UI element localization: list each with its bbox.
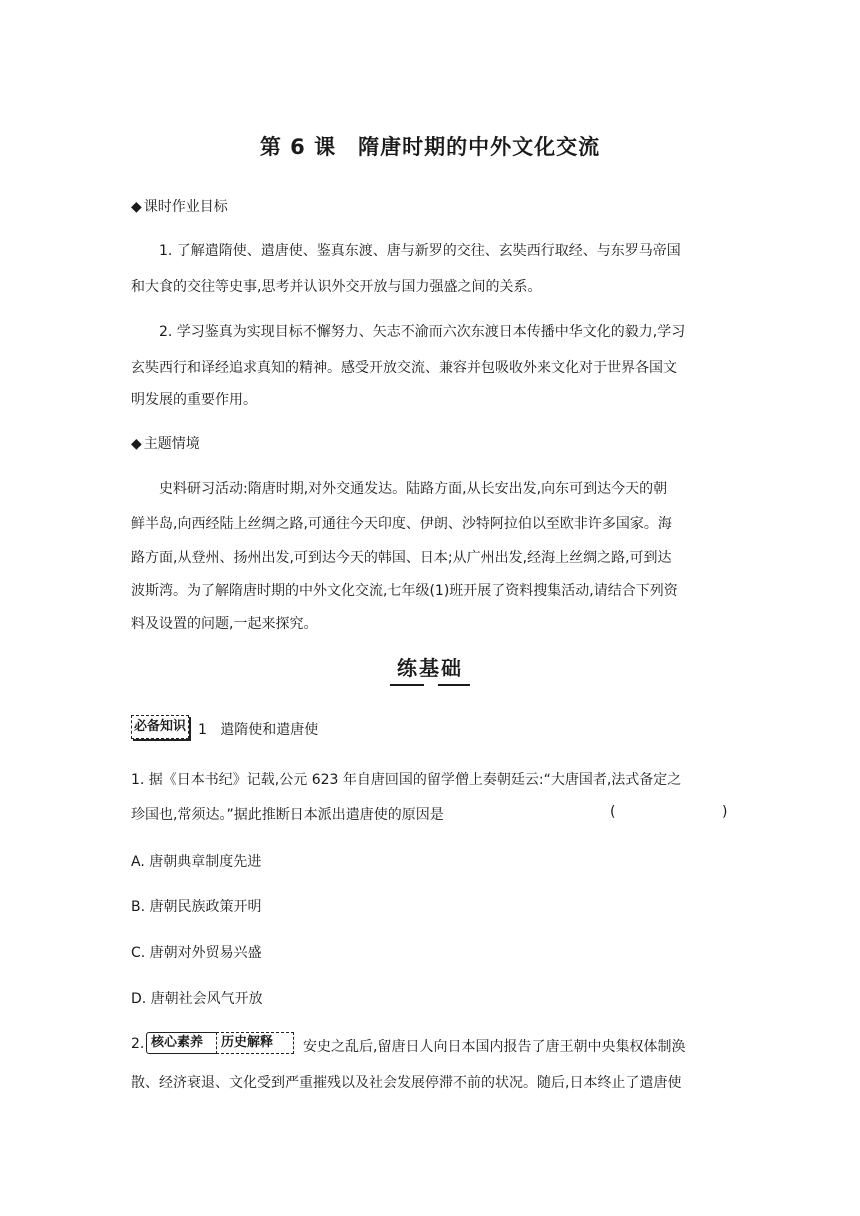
goals-item2-line2: 玄奘西行和译经追求真知的精神。感受开放交流、兼容并包吸收外来文化对于世界各国文 [131,360,677,376]
q2-number: 2. [131,1036,145,1052]
knowledge-tag: 必备知识 [131,715,189,739]
q1-answer-paren-close: ) [722,804,728,820]
section-underline-left [390,684,424,686]
history-interpretation-badge: 历史解释 [216,1032,294,1054]
q1-answer-paren-open: ( [610,804,616,820]
q1-option-c: C. 唐朝对外贸易兴盛 [131,945,262,961]
knowledge-topic-line [198,719,318,739]
q2-line1: 安史之乱后,留唐日人向日本国内报告了唐王朝中央集权体制涣 [303,1039,686,1055]
lesson-title [0,131,860,161]
theme-line4: 波斯湾。为了解隋唐时期的中外文化交流,七年级(1)班开展了资料搜集活动,请结合下列资 [131,583,678,599]
q2-line2: 散、经济衰退、文化受到严重摧残以及社会发展停滞不前的状况。随后,日本终止了遣唐使 [131,1075,682,1091]
section-title: 练基础 [397,656,463,680]
goals-heading: ◆ 课时作业目标 [131,199,228,215]
theme-line5: 料及设置的问题,一起来探究。 [131,616,318,632]
theme-line1: 史料研习活动:隋唐时期,对外交通发达。陆路方面,从长安出发,向东可到达今天的朝 [159,481,668,497]
theme-line3: 路方面,从登州、扬州出发,可到达今天的韩国、日本;从广州出发,经海上丝绸之路,可到达 [131,550,672,566]
lesson-number: 第 6 课 [259,135,337,159]
core-literacy-badge: 核心素养 [146,1032,218,1054]
q1-line2: 珍国也,常须达。”据此推断日本派出遣唐使的原因是 [131,807,444,823]
theme-line2: 鲜半岛,向西经陆上丝绸之路,可通往今天印度、伊朗、沙特阿拉伯以至欧非许多国家。海 [131,516,672,532]
q1-option-d: D. 唐朝社会风气开放 [131,991,263,1007]
q1-line1: 1. 据《日本书纪》记载,公元 623 年自唐回国的留学僧上奏朝廷云:“大唐国者,法式备定之 [131,772,682,788]
q1-option-b: B. 唐朝民族政策开明 [131,899,262,915]
goals-item2-line1: 2. 学习鉴真为实现目标不懈努力、矢志不渝而六次东渡日本传播中华文化的毅力,学习 [159,324,686,340]
goals-item1-line1: 1. 了解遣隋使、遣唐使、鉴真东渡、唐与新罗的交往、玄奘西行取经、与东罗马帝国 [159,243,681,259]
goals-item1-line2: 和大食的交往等史事,思考并认识外交开放与国力强盛之间的关系。 [131,279,542,295]
q1-option-a: A. 唐朝典章制度先进 [131,854,262,870]
section-underline-right [438,684,470,686]
lesson-name: 隋唐时期的中外文化交流 [358,135,601,159]
diamond-icon: ◆ [131,436,142,452]
knowledge-number: 1 [198,722,207,738]
diamond-icon: ◆ [131,199,142,215]
goals-item2-line3: 明发展的重要作用。 [131,392,257,408]
knowledge-topic: 遣隋使和遣唐使 [220,722,319,738]
theme-heading: ◆ 主题情境 [131,436,200,452]
